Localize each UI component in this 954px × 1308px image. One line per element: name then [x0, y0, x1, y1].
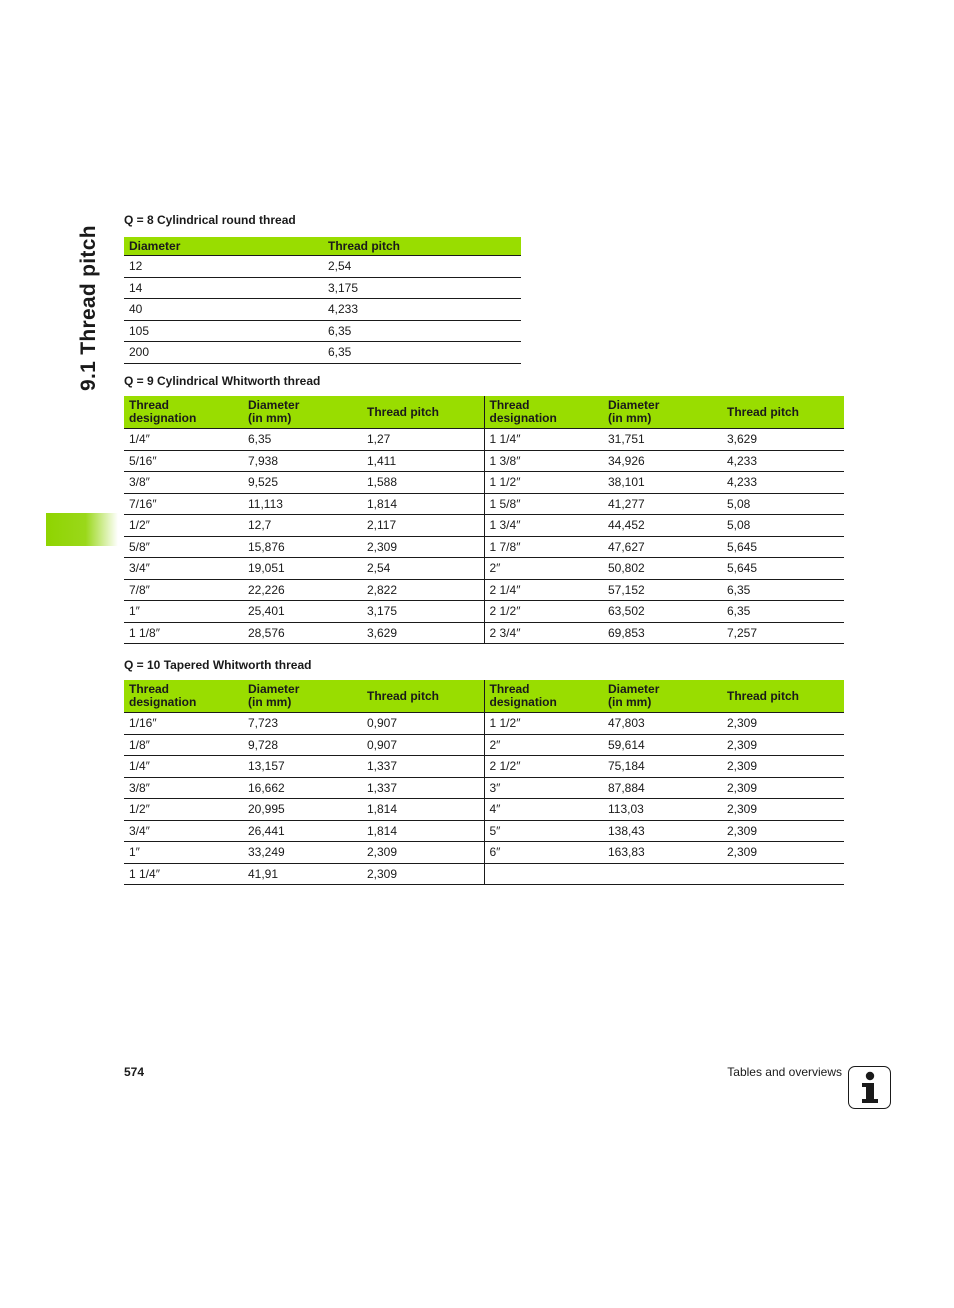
- table-cell: 1/4″: [124, 756, 243, 778]
- column-header-text: Diameter: [608, 398, 660, 412]
- table-cell: 6,35: [243, 429, 362, 451]
- table-cell: 1 3/8″: [484, 450, 603, 472]
- table-cell: 1/2″: [124, 515, 243, 537]
- table-row: [124, 863, 844, 885]
- table-cell: 7/8″: [124, 579, 243, 601]
- column-header: [362, 396, 484, 429]
- table-cell: 1,411: [362, 450, 484, 472]
- table-header-row: [124, 396, 844, 429]
- table-row: [124, 622, 844, 644]
- column-header: [722, 396, 844, 429]
- table-cell: 2,822: [362, 579, 484, 601]
- column-header-text: Thread: [129, 682, 170, 696]
- table-row: [124, 515, 844, 537]
- column-header-text: (in mm): [608, 411, 652, 425]
- column-header-text: Diameter: [129, 238, 181, 253]
- table-cell: 2,309: [362, 863, 484, 885]
- table-cell: 2,309: [362, 842, 484, 864]
- table-cell: 1 1/2″: [484, 472, 603, 494]
- table-cell: 1/2″: [124, 799, 243, 821]
- table-cell: 1 1/4″: [484, 429, 603, 451]
- table-body: [124, 429, 844, 644]
- table-cell: 4,233: [323, 299, 521, 321]
- table-cell: 4″: [484, 799, 603, 821]
- table-cell: 31,751: [603, 429, 722, 451]
- table-cell: 3,175: [362, 601, 484, 623]
- column-header-text: Diameter: [248, 682, 300, 696]
- table-cell: 26,441: [243, 820, 362, 842]
- table-cell: 4,233: [722, 450, 844, 472]
- column-header-text: (in mm): [248, 411, 292, 425]
- column-header: [323, 237, 521, 256]
- table-cell: 0,907: [362, 734, 484, 756]
- table-row: [124, 558, 844, 580]
- table-cell: 6,35: [722, 579, 844, 601]
- table-cell: 20,995: [243, 799, 362, 821]
- table-cell: 2,309: [722, 713, 844, 735]
- table-q9-whitworth-thread: [124, 396, 844, 644]
- table-cell: 5″: [484, 820, 603, 842]
- table-cell: 1,814: [362, 493, 484, 515]
- column-header-text: designation: [489, 695, 557, 709]
- table-body: [124, 256, 521, 364]
- table-cell: 41,277: [603, 493, 722, 515]
- table-cell: 2″: [484, 734, 603, 756]
- table-cell: 2 1/2″: [484, 756, 603, 778]
- table-row: [124, 493, 844, 515]
- table-row: [124, 342, 521, 364]
- table-cell: 3/4″: [124, 820, 243, 842]
- column-header-text: Thread pitch: [727, 404, 800, 419]
- table-cell: 34,926: [603, 450, 722, 472]
- table-cell: 113,03: [603, 799, 722, 821]
- column-header-text: (in mm): [608, 695, 652, 709]
- table-row: [124, 734, 844, 756]
- table-cell: 38,101: [603, 472, 722, 494]
- info-glyph-icon: [849, 1067, 889, 1107]
- column-header-text: Thread pitch: [367, 688, 440, 703]
- table-cell: 1 1/8″: [124, 622, 243, 644]
- table-cell: 3/4″: [124, 558, 243, 580]
- chapter-title: Tables and overviews: [727, 1065, 842, 1079]
- table-row: [124, 256, 521, 278]
- column-header-text: designation: [129, 695, 197, 709]
- table-cell: 2,309: [722, 777, 844, 799]
- table-cell: 1,337: [362, 777, 484, 799]
- column-header-text: Thread: [489, 398, 530, 412]
- table-cell: 5/8″: [124, 536, 243, 558]
- table-cell: [484, 863, 603, 885]
- table-cell: 1 3/4″: [484, 515, 603, 537]
- column-header: [484, 396, 603, 429]
- table-cell: 2″: [484, 558, 603, 580]
- column-header: [603, 396, 722, 429]
- column-header-text: Diameter: [608, 682, 660, 696]
- table-cell: 3/8″: [124, 472, 243, 494]
- table-cell: 40: [124, 299, 323, 321]
- table-cell: 57,152: [603, 579, 722, 601]
- table-cell: 2,54: [323, 256, 521, 278]
- table-cell: 1,27: [362, 429, 484, 451]
- table-cell: 3,629: [722, 429, 844, 451]
- table-row: [124, 536, 844, 558]
- column-header-text: Thread pitch: [328, 238, 401, 253]
- table-cell: 47,803: [603, 713, 722, 735]
- table-cell: 44,452: [603, 515, 722, 537]
- table-cell: 1 7/8″: [484, 536, 603, 558]
- table-cell: 4,233: [722, 472, 844, 494]
- table-cell: 2 3/4″: [484, 622, 603, 644]
- table-cell: 105: [124, 320, 323, 342]
- table-cell: 2 1/2″: [484, 601, 603, 623]
- table-row: [124, 777, 844, 799]
- table-cell: 1 1/4″: [124, 863, 243, 885]
- info-icon[interactable]: [848, 1066, 891, 1109]
- table-cell: [603, 863, 722, 885]
- table-row: [124, 601, 844, 623]
- table-cell: 7,257: [722, 622, 844, 644]
- table-cell: 163,83: [603, 842, 722, 864]
- table-cell: 7,723: [243, 713, 362, 735]
- column-header-text: (in mm): [248, 695, 292, 709]
- table-row: [124, 277, 521, 299]
- column-header-text: Thread pitch: [727, 688, 800, 703]
- column-header-text: Thread pitch: [367, 404, 440, 419]
- table-cell: 9,525: [243, 472, 362, 494]
- table-cell: 2,309: [722, 756, 844, 778]
- table-cell: 12: [124, 256, 323, 278]
- table-body: [124, 713, 844, 885]
- table-cell: 200: [124, 342, 323, 364]
- table-cell: 25,401: [243, 601, 362, 623]
- table-cell: 41,91: [243, 863, 362, 885]
- table-cell: 3,629: [362, 622, 484, 644]
- table-cell: 5,08: [722, 493, 844, 515]
- table-q10-tapered-whitworth-thread: [124, 680, 844, 885]
- table-cell: 7/16″: [124, 493, 243, 515]
- column-header-text: Thread: [489, 682, 530, 696]
- table-cell: 33,249: [243, 842, 362, 864]
- table-cell: 19,051: [243, 558, 362, 580]
- table-cell: 3″: [484, 777, 603, 799]
- table-cell: 2,309: [722, 734, 844, 756]
- table-header-row: [124, 680, 844, 713]
- table-cell: 1,588: [362, 472, 484, 494]
- table-cell: 6,35: [323, 320, 521, 342]
- column-header: [603, 680, 722, 713]
- table-row: [124, 299, 521, 321]
- table-cell: 5/16″: [124, 450, 243, 472]
- column-header: [722, 680, 844, 713]
- table-cell: 3/8″: [124, 777, 243, 799]
- table-cell: 1″: [124, 601, 243, 623]
- column-header-text: designation: [129, 411, 197, 425]
- table-cell: 1/16″: [124, 713, 243, 735]
- table-cell: [722, 863, 844, 885]
- table-cell: 12,7: [243, 515, 362, 537]
- table-cell: 1,337: [362, 756, 484, 778]
- table-cell: 6,35: [323, 342, 521, 364]
- table-cell: 11,113: [243, 493, 362, 515]
- table-q8-round-thread: [124, 237, 521, 364]
- table-caption-q9: Q = 9 Cylindrical Whitworth thread: [124, 374, 321, 388]
- table-cell: 2,309: [362, 536, 484, 558]
- table-cell: 13,157: [243, 756, 362, 778]
- table-cell: 1/4″: [124, 429, 243, 451]
- table-row: [124, 820, 844, 842]
- section-title-text: 9.1 Thread pitch: [77, 225, 100, 391]
- table-row: [124, 320, 521, 342]
- table-caption-q10: Q = 10 Tapered Whitworth thread: [124, 658, 312, 672]
- chapter-tab-marker: [46, 513, 118, 546]
- table-cell: 2,309: [722, 820, 844, 842]
- table-cell: 1,814: [362, 799, 484, 821]
- table-row: [124, 579, 844, 601]
- table-cell: 63,502: [603, 601, 722, 623]
- table-cell: 15,876: [243, 536, 362, 558]
- column-header-text: Thread: [129, 398, 170, 412]
- table-cell: 16,662: [243, 777, 362, 799]
- table-cell: 1/8″: [124, 734, 243, 756]
- table-cell: 2,309: [722, 842, 844, 864]
- column-header-text: Diameter: [248, 398, 300, 412]
- table-cell: 2,54: [362, 558, 484, 580]
- table-cell: 1 5/8″: [484, 493, 603, 515]
- table-cell: 5,645: [722, 536, 844, 558]
- table-cell: 2 1/4″: [484, 579, 603, 601]
- table-row: [124, 472, 844, 494]
- table-cell: 5,645: [722, 558, 844, 580]
- column-header: [124, 396, 243, 429]
- table-cell: 1 1/2″: [484, 713, 603, 735]
- table-cell: 50,802: [603, 558, 722, 580]
- table-cell: 87,884: [603, 777, 722, 799]
- table-cell: 47,627: [603, 536, 722, 558]
- table-row: [124, 713, 844, 735]
- table-row: [124, 799, 844, 821]
- column-header: [243, 396, 362, 429]
- table-cell: 138,43: [603, 820, 722, 842]
- table-cell: 1″: [124, 842, 243, 864]
- table-cell: 22,226: [243, 579, 362, 601]
- table-row: [124, 450, 844, 472]
- table-cell: 7,938: [243, 450, 362, 472]
- table-cell: 69,853: [603, 622, 722, 644]
- table-cell: 75,184: [603, 756, 722, 778]
- page-number: 574: [124, 1065, 145, 1079]
- table-cell: 2,117: [362, 515, 484, 537]
- table-row: [124, 756, 844, 778]
- table-caption-q8: Q = 8 Cylindrical round thread: [124, 213, 296, 227]
- table-cell: 59,614: [603, 734, 722, 756]
- table-header-row: [124, 237, 521, 256]
- column-header: [484, 680, 603, 713]
- table-row: [124, 842, 844, 864]
- table-row: [124, 429, 844, 451]
- column-header-text: designation: [489, 411, 557, 425]
- table-cell: 2,309: [722, 799, 844, 821]
- table-cell: 3,175: [323, 277, 521, 299]
- column-header: [124, 237, 323, 256]
- table-cell: 6,35: [722, 601, 844, 623]
- column-header: [124, 680, 243, 713]
- column-header: [243, 680, 362, 713]
- table-cell: 14: [124, 277, 323, 299]
- table-cell: 9,728: [243, 734, 362, 756]
- table-cell: 5,08: [722, 515, 844, 537]
- section-side-title: [78, 216, 100, 391]
- table-cell: 0,907: [362, 713, 484, 735]
- table-cell: 6″: [484, 842, 603, 864]
- table-cell: 28,576: [243, 622, 362, 644]
- column-header: [362, 680, 484, 713]
- table-cell: 1,814: [362, 820, 484, 842]
